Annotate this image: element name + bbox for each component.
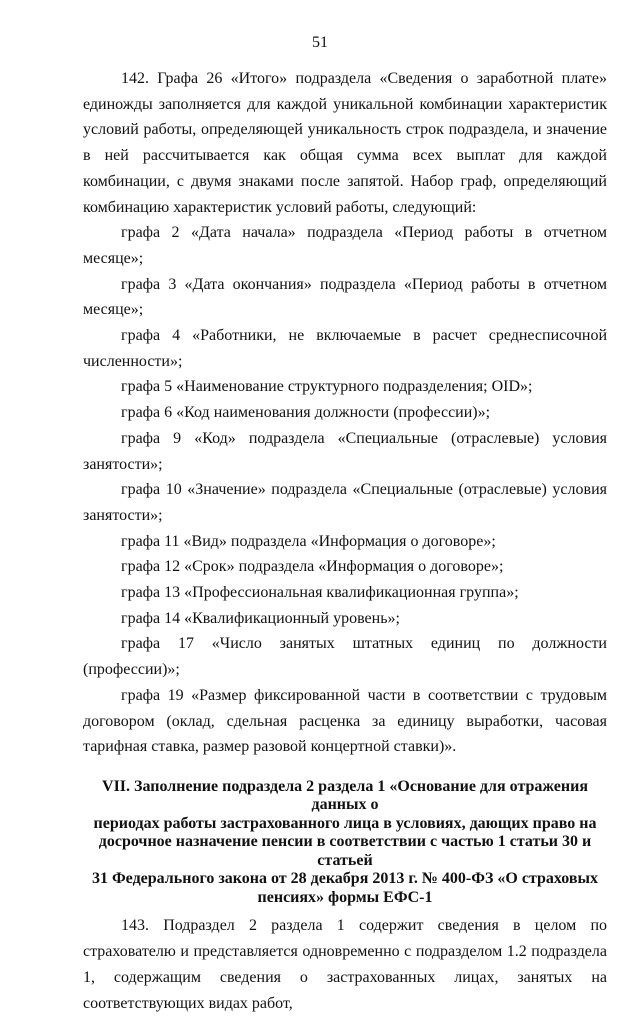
heading-line: периодах работы застрахованного лица в условиях, дающих право на <box>93 814 597 832</box>
list-item-grafa-9: графа 9 «Код» подраздела «Специальные (отраслевые) условия занятости»; <box>83 429 607 473</box>
list-item-grafa-19: графа 19 «Размер фиксированной части в соответствии с трудовым договором (оклад, сдельная расценка за единицу выработки, часовая тарифная ставка, размер разовой концертной ставки)». <box>83 686 607 756</box>
list-item-grafa-11: графа 11 «Вид» подраздела «Информация о договоре»; <box>121 532 496 550</box>
paragraph-142-intro: 142. Графа 26 «Итого» подраздела «Сведения о заработной плате» единожды заполняется для каждой уникальной комбинации характеристик условий работы, определяющей уникальность строк подраздела, и значение в ней рассчитывается как общая сумма всех выплат для каждой комбинации, с двумя знаками после запятой. Набор граф, определяющий комбинацию характеристик условий работы, следующий: <box>83 70 607 216</box>
section-heading-vii <box>83 778 607 908</box>
heading-line: 31 Федерального закона от 28 декабря 2013 г. № 400-ФЗ «О страховых <box>91 870 599 888</box>
list-item-grafa-13: графа 13 «Профессиональная квалификационная группа»; <box>121 584 519 602</box>
list-item-grafa-6: графа 6 «Код наименования должности (профессии)»; <box>121 404 491 422</box>
document-body <box>83 66 607 1016</box>
page-number: 51 <box>312 34 328 51</box>
list-item-grafa-2: графа 2 «Дата начала» подраздела «Период работы в отчетном месяце»; <box>83 224 607 267</box>
list-item-grafa-14: графа 14 «Квалификационный уровень»; <box>121 609 400 627</box>
list-item-grafa-17: графа 17 «Число занятых штатных единиц по должности (профессии)»; <box>83 635 607 679</box>
heading-line: досрочное назначение пенсии в соответствии с частью 1 статьи 30 и статьей <box>98 833 592 869</box>
heading-line: VII. Заполнение подраздела 2 раздела 1 «Основание для отражения данных о <box>102 777 588 814</box>
list-item-grafa-5: графа 5 «Наименование структурного подразделения; OID»; <box>121 378 533 396</box>
heading-line: пенсиях» формы ЕФС-1 <box>257 888 433 906</box>
list-item-grafa-4: графа 4 «Работники, не включаемые в расчет среднесписочной численности»; <box>83 327 607 370</box>
list-item-grafa-10: графа 10 «Значение» подраздела «Специальные (отраслевые) условия занятости»; <box>83 481 607 524</box>
paragraph-143: 143. Подраздел 2 раздела 1 содержит сведения в целом по страхователю и представляется одновременно с подразделом 1.2 подраздела 1, содержащим сведения о застрахованных лицах, занятых на соответствующих видах работ, <box>83 917 607 1012</box>
list-item-grafa-3: графа 3 «Дата окончания» подраздела «Период работы в отчетном месяце»; <box>83 275 607 319</box>
list-item-grafa-12: графа 12 «Срок» подраздела «Информация о договоре»; <box>121 558 504 576</box>
